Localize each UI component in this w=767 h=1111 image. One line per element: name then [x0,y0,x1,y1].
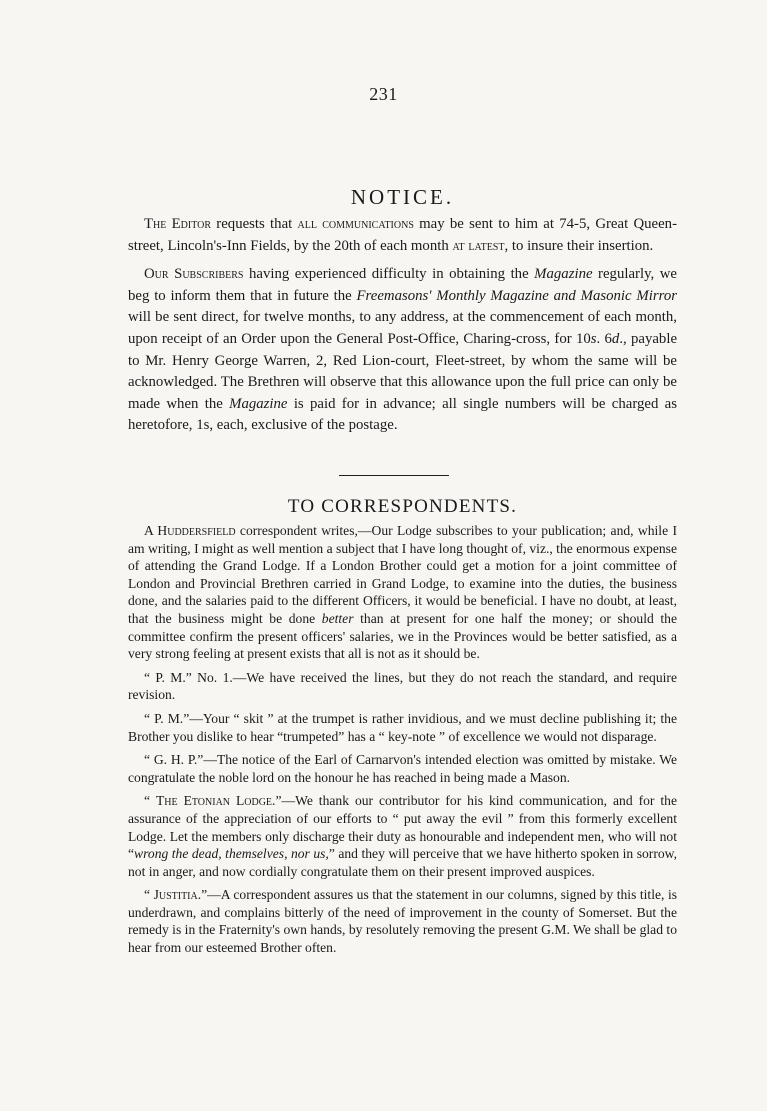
notice-paragraph-editor [128,214,677,257]
small-caps-text: Huddersfield [157,523,236,538]
correspondent-paragraph-huddersfield [128,522,677,663]
correspondent-paragraph-pm-2: “ P. M.”—Your “ skit ” at the trumpet is rather invidious, and we must decline publishing it; the Brother you dislike to hear “trumpeted” has a “ key-note ” of excellence we would not disparage. [128,710,677,744]
text-run: “ [144,887,154,903]
correspondents-body [128,522,677,963]
small-caps-text: at latest [452,237,505,254]
text-run: than at present for one half the money; or should the committee confirm the present officers' salaries, we in the Provinces would be better satisfied, as a very strong feeling at present exists that all is not as it should be. [128,610,677,662]
small-caps-text: The Etonian Lodge [155,793,273,809]
text-run: .”—A correspondent assures us that the statement in our columns, signed by this title, is underdrawn, and complains bitterly of the need of improvement in the county of Somerset. But the remedy is in the Fraternity's own hands, by resolutely removing the present G.M. We shall be glad to hear from our esteemed Brother often. [128,887,678,956]
text-run: regularly, we beg to inform them that in future the [128,266,677,304]
text-run: having experienced difficulty in obtaining the [243,266,535,283]
italic-text: d [611,330,620,347]
notice-body [128,214,677,444]
text-run: .”—We thank our contributor for his kind communication, and for the assurance of the appreciation of our efforts to “ put away the evil ” from this formerly excellent Lodge. Let the members only discharge their duty as honourable and independent men, who will not “ [128,793,677,862]
small-caps-text: Justitia [153,887,198,903]
notice-paragraph-subscribers [128,264,677,437]
notice-title: NOTICE. [350,185,455,209]
italic-text: Magazine [534,266,593,283]
text-run: . 6 [596,330,612,347]
section-divider [339,475,449,476]
text-run: A [144,523,158,538]
correspondents-title: TO CORRESPONDENTS. [287,496,518,517]
text-run: will be sent direct, for twelve months, to any address, at the commencement of each month, upon receipt of an Order upon the General Post-Office, Charing-cross, for 10 [128,309,677,347]
text-run: is paid for in advance; all single numbers will be charged as heretofore, 1s, each, exclusive of the postage. [128,395,677,434]
small-caps-text: all communications [297,216,414,232]
italic-text: better [321,610,354,626]
text-run: , to insure their insertion. [504,237,654,254]
italic-text: Freemasons' Monthly Magazine and Masonic Mirror [356,287,677,304]
correspondent-paragraph-ghp: “ G. H. P.”—The notice of the Earl of Carnarvon's intended election was omitted by mistake. We congratulate the noble lord on the honour he has reached in being made a Mason. [128,752,677,785]
correspondent-paragraph-pm-1: “ P. M.” No. 1.—We have received the lines, but they do not reach the standard, and require revision. [128,669,677,703]
italic-text: s [590,330,597,347]
italic-text: Magazine [229,395,288,412]
text-run: ., payable to Mr. Henry George Warren, 2, Red Lion-court, Fleet-street, by whom the same will be acknowledged. The Brethren will observe that this allowance upon the full price can only be made when the [128,330,678,412]
correspondent-paragraph-justitia [128,886,677,956]
text-run: “ [144,793,156,809]
small-caps-text: Our Subscribers [144,266,244,283]
small-caps-text: The Editor [144,216,212,232]
page-number: 231 [369,84,398,104]
text-run: correspondent writes,—Our Lodge subscribes to your publication; and, while I am writing, I might as well mention a subject that I have long thought of, viz., the enormous expense of attending the Grand Lodge. If a London Brother could get a motion for a joint committee of London and Provincial Brethren carried in Grand Lodge, to examine into the duties, the business done, and the salaries paid to the different Officers, it would be beneficial. I have no doubt, at least, that the business might be done [128,523,677,626]
text-run: requests that [211,216,298,232]
italic-text: wrong the dead, themselves, nor us, [134,846,329,862]
text-run: ” and they will perceive that we have hitherto spoken in sorrow, not in anger, and now cordially congratulate them on their present improved auspices. [128,846,677,879]
correspondent-paragraph-etonian [128,792,677,880]
text-run: may be sent to him at 74-5, Great Queen-street, Lincoln's-Inn Fields, by the 20th of each month [128,216,677,254]
